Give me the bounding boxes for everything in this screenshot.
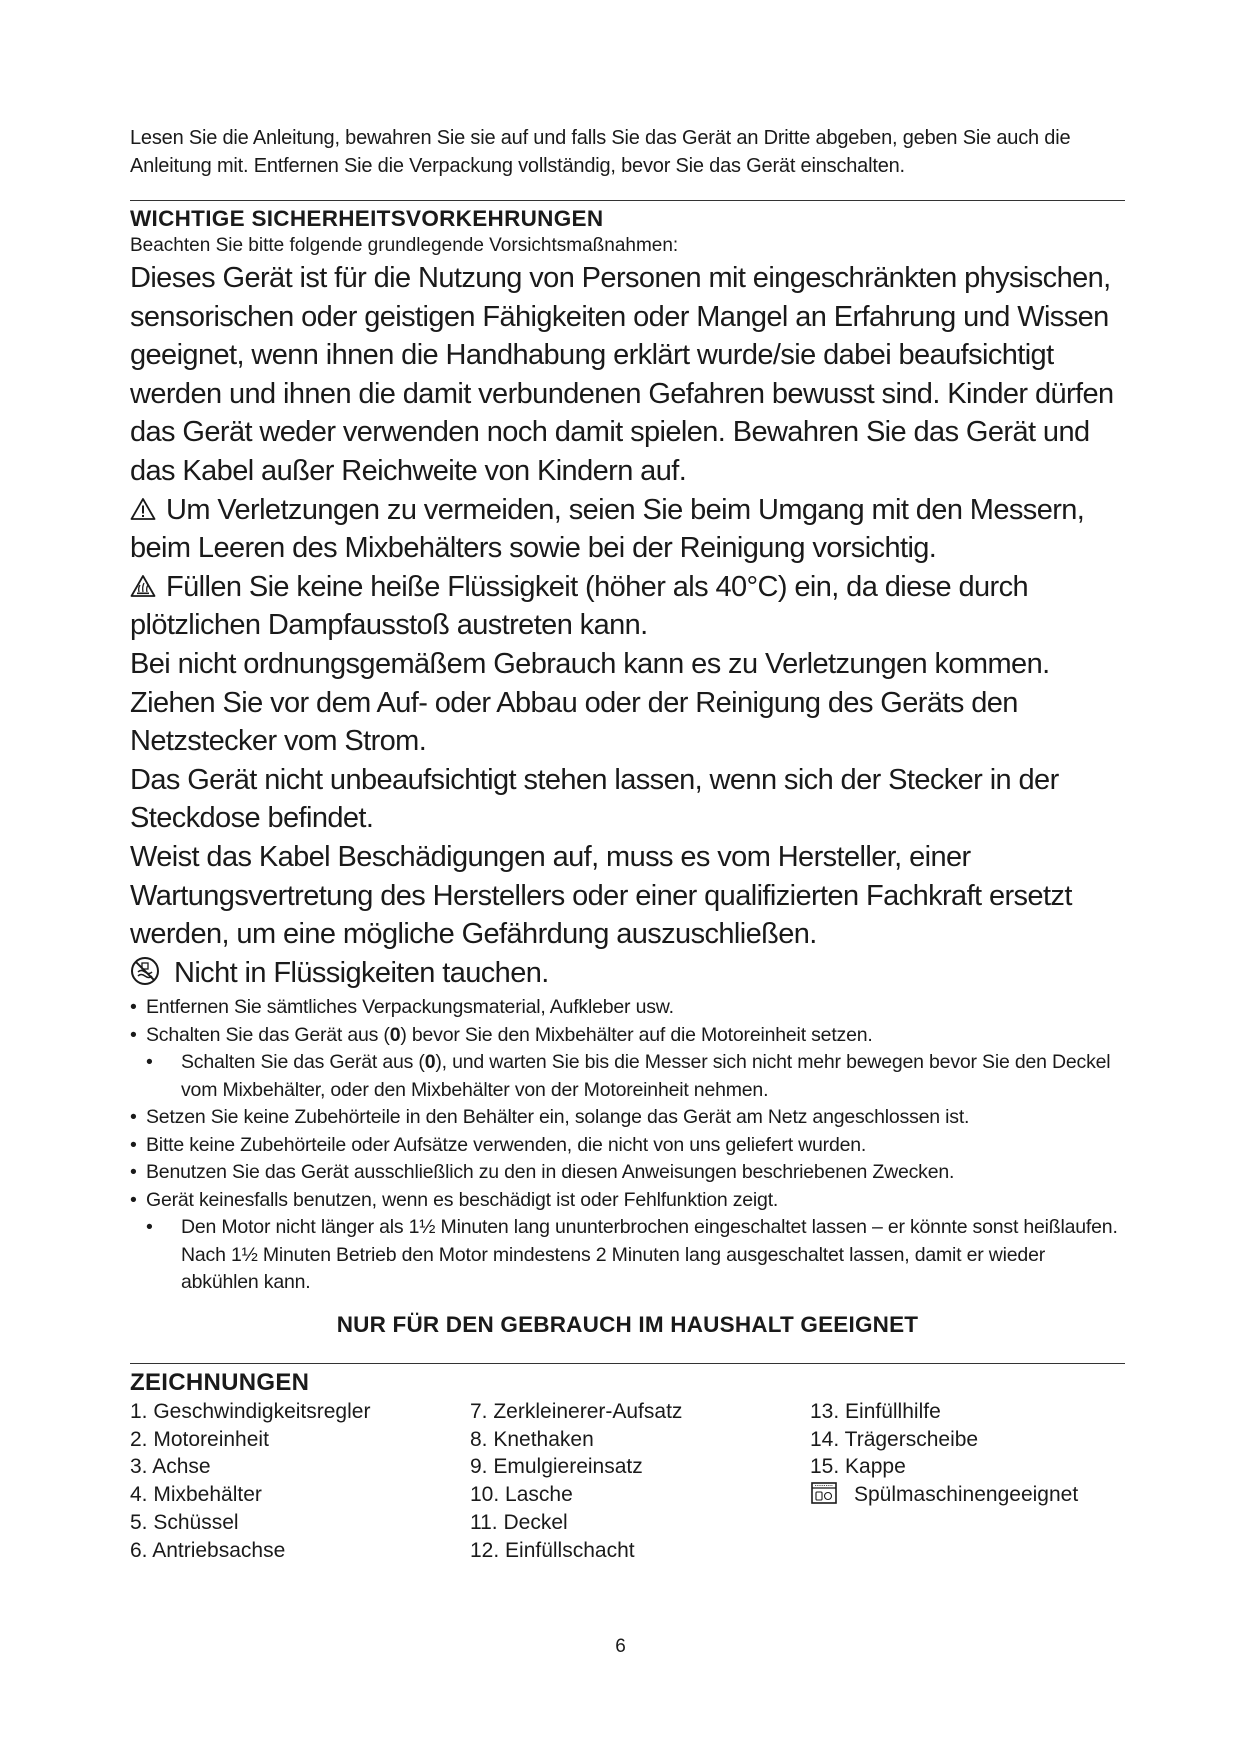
list-item: 7. Zerkleinerer-Aufsatz (470, 1399, 683, 1423)
bullet-marker: • (130, 1161, 137, 1184)
list-item-text: ) bevor Sie den Mixbehälter auf die Motoreinheit setzen. (400, 1023, 873, 1046)
parts-column-2 (470, 1398, 810, 1565)
hot-liquid-warning-paragraph (130, 568, 1125, 645)
list-item-text: Schalten Sie das Gerät aus ( (181, 1051, 425, 1074)
hot-surface-warning-icon (130, 574, 156, 598)
unplug-paragraph: Ziehen Sie vor dem Auf- oder Abbau oder der Reinigung des Geräts den Netzstecker vom Strom. (130, 686, 1018, 758)
household-notice: NUR FÜR DEN GEBRAUCH IM HAUSHALT GEEIGNET (336, 1311, 919, 1337)
hot-liquid-warning-text: Füllen Sie keine heiße Flüssigkeit (höher als 40°C) ein, da diese durch plötzlichen Dampfausstoß austreten kann. (130, 570, 1029, 642)
off-symbol: 0 (424, 1051, 436, 1074)
list-item-text: ), und warten Sie bis die Messer sich nicht mehr bewegen bevor Sie den Deckel vom Mixbehälter, oder den Mixbehälter von der Motoreinheit nehmen. (181, 1051, 1111, 1101)
off-symbol: 0 (389, 1023, 401, 1046)
dishwasher-label: Spülmaschinengeeignet (854, 1483, 1079, 1507)
parts-column-1 (130, 1398, 470, 1565)
dishwasher-icon (810, 1481, 838, 1505)
list-item (130, 994, 1125, 1022)
list-item: 1. Geschwindigkeitsregler (130, 1399, 371, 1423)
list-item (130, 1022, 1125, 1050)
list-item (130, 1132, 1125, 1160)
list-item: 11. Deckel (470, 1510, 568, 1534)
safety-persons-paragraph: Dieses Gerät ist für die Nutzung von Personen mit eingeschränkten physischen, sensorischen oder geistigen Fähigkeiten oder Mangel an Erfahrung und Wissen geeignet, wenn ihnen die Handhabung erklärt wurde/sie dabei beaufsichtigt werden und ihnen die damit verbundenen Gefahren bewusst sind. Kinder dürfen das Gerät weder verwenden noch damit spielen. Bewahren Sie das Gerät und das Kabel außer Reichweite von Kindern auf. (130, 262, 1114, 487)
bullet-marker: • (130, 1023, 137, 1046)
list-item: 5. Schüssel (130, 1510, 239, 1534)
parts-list (130, 1398, 1125, 1565)
bullet-marker: • (130, 1133, 137, 1156)
list-item: 3. Achse (130, 1455, 211, 1479)
misuse-paragraph: Bei nicht ordnungsgemäßem Gebrauch kann es zu Verletzungen kommen. (130, 647, 1050, 680)
list-item: 2. Motoreinheit (130, 1427, 269, 1451)
section-divider (130, 1363, 1125, 1364)
safety-subtitle: Beachten Sie bitte folgende grundlegende Vorsichtsmaßnahmen: (130, 235, 679, 256)
list-item: 6. Antriebsachse (130, 1538, 286, 1562)
list-item: 9. Emulgiereinsatz (470, 1455, 643, 1479)
bullet-marker: • (146, 1051, 153, 1074)
list-item (130, 1104, 1125, 1132)
no-immersion-icon (130, 956, 160, 986)
cable-paragraph: Weist das Kabel Beschädigungen auf, muss es vom Hersteller, einer Wartungsvertretung des Herstellers oder einer qualifizierten Fachkraft ersetzt werden, um eine mögliche Gefährdung auszuschließen. (130, 840, 1072, 951)
unattended-paragraph: Das Gerät nicht unbeaufsichtigt stehen lassen, wenn sich der Stecker in der Steckdose befindet. (130, 763, 1059, 835)
list-item: 12. Einfüllschacht (470, 1538, 635, 1562)
list-item-text: Bitte keine Zubehörteile oder Aufsätze verwenden, die nicht von uns geliefert wurden. (146, 1133, 867, 1156)
list-item (130, 1187, 1125, 1215)
warning-triangle-icon (130, 497, 156, 521)
page-number: 6 (615, 1636, 626, 1657)
dishwasher-safe-item (810, 1481, 1125, 1509)
immersion-text: Nicht in Flüssigkeiten tauchen. (174, 956, 549, 989)
bullet-marker: • (146, 1216, 153, 1239)
safety-large-text (130, 259, 1125, 992)
intro-text: Lesen Sie die Anleitung, bewahren Sie sie auf und falls Sie das Gerät an Dritte abgeben, geben Sie auch die Anleitung mit. Entfernen Sie die Verpackung vollständig, bevor Sie das Gerät einschalten. (130, 127, 1071, 177)
list-item: 4. Mixbehälter (130, 1483, 262, 1507)
list-item-text: Gerät keinesfalls benutzen, wenn es beschädigt ist oder Fehlfunktion zeigt. (146, 1188, 779, 1211)
bullet-marker: • (130, 996, 137, 1019)
immersion-paragraph (130, 954, 1125, 993)
blade-warning-text: Um Verletzungen zu vermeiden, seien Sie beim Umgang mit den Messern, beim Leeren des Mixbehälters sowie bei der Reinigung vorsichtig. (130, 493, 1085, 565)
list-item: 14. Trägerscheibe (810, 1427, 979, 1451)
list-item-text: Entfernen Sie sämtliches Verpackungsmaterial, Aufkleber usw. (146, 996, 674, 1019)
list-item (130, 1049, 1125, 1104)
list-item-text: Schalten Sie das Gerät aus ( (146, 1023, 390, 1046)
list-item-text: Den Motor nicht länger als 1½ Minuten lang ununterbrochen eingeschaltet lassen – er könnte sonst heißlaufen. Nach 1½ Minuten Betrieb den Motor mindestens 2 Minuten lang ausgeschaltet lassen, damit er wieder abkühlen kann. (181, 1216, 1118, 1294)
list-item-text: Benutzen Sie das Gerät ausschließlich zu den in diesen Anweisungen beschriebenen Zwecken. (146, 1161, 955, 1184)
bullet-marker: • (130, 1106, 137, 1129)
list-item: 15. Kappe (810, 1455, 906, 1479)
parts-column-3 (810, 1398, 1125, 1565)
list-item (130, 1159, 1125, 1187)
safety-bullet-list (130, 994, 1125, 1297)
bullet-marker: • (130, 1188, 137, 1211)
section-divider (130, 200, 1125, 201)
list-item: 13. Einfüllhilfe (810, 1399, 941, 1423)
blade-warning-paragraph (130, 491, 1125, 568)
drawings-title: ZEICHNUNGEN (130, 1368, 310, 1396)
list-item: 8. Knethaken (470, 1427, 594, 1451)
safety-title: WICHTIGE SICHERHEITSVORKEHRUNGEN (130, 206, 604, 231)
list-item: 10. Lasche (470, 1483, 573, 1507)
manual-page (130, 124, 1125, 1565)
list-item-text: Setzen Sie keine Zubehörteile in den Behälter ein, solange das Gerät am Netz angeschlossen ist. (146, 1106, 970, 1129)
list-item (130, 1214, 1125, 1297)
